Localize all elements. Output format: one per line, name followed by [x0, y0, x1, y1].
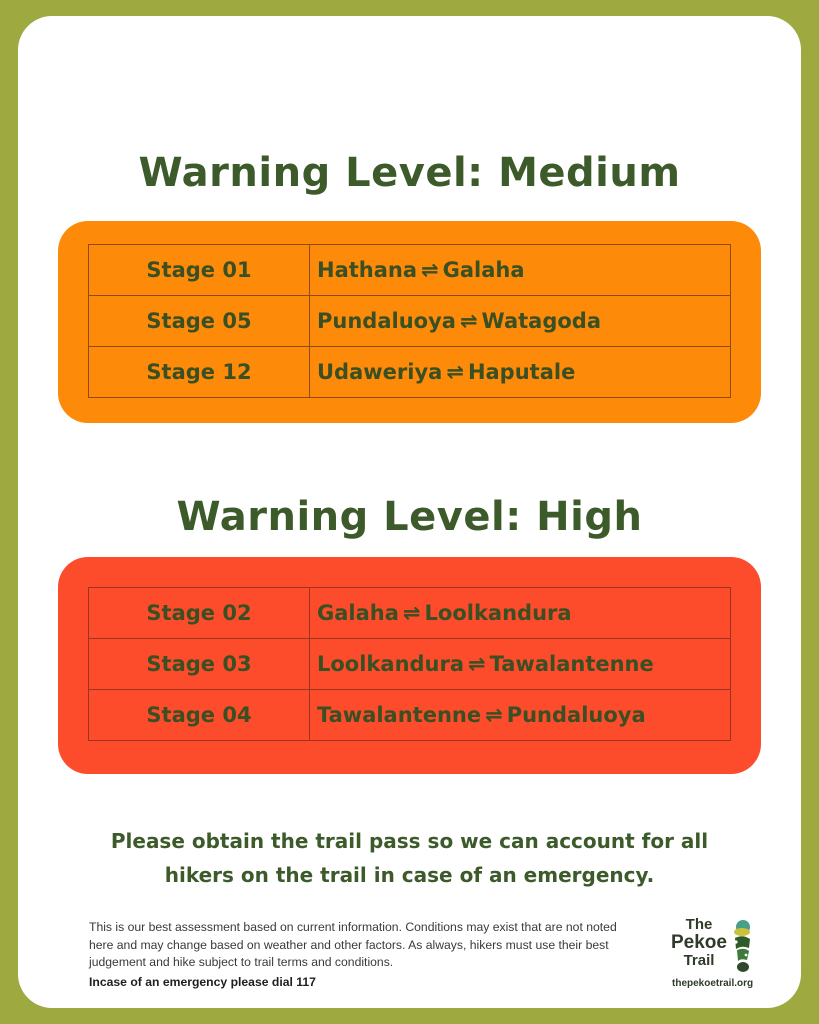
route-cell	[310, 245, 731, 296]
route-to: Galaha	[442, 258, 525, 282]
table-row	[89, 588, 731, 639]
route-from: Tawalantenne	[317, 703, 482, 727]
route-cell	[310, 296, 731, 347]
stage-label: Stage 02	[89, 588, 310, 639]
swap-arrows-icon: ⇌	[468, 652, 486, 676]
route-from: Galaha	[317, 601, 399, 625]
table-row	[89, 245, 731, 296]
route-to: Watagoda	[481, 309, 602, 333]
logo-url: thepekoetrail.org	[672, 978, 754, 989]
route-to: Tawalantenne	[489, 652, 654, 676]
stage-label: Stage 04	[89, 690, 310, 741]
table-row	[89, 347, 731, 398]
route-from: Pundaluoya	[317, 309, 456, 333]
high-stages-table	[88, 587, 731, 741]
stage-label: Stage 03	[89, 639, 310, 690]
table-row	[89, 296, 731, 347]
swap-arrows-icon: ⇌	[485, 703, 503, 727]
high-warning-title: Warning Level: High	[176, 494, 643, 540]
medium-warning-panel	[58, 221, 761, 423]
disclaimer-text: This is our best assessment based on current information. Conditions may exist that are not noted here and may change based on weather and other factors. As always, hikers must use their best judgement and hike subject to trail terms and conditions.	[89, 920, 617, 969]
route-to: Pundaluoya	[506, 703, 646, 727]
trail-pass-notice: Please obtain the trail pass so we can account for all hikers on the trail in case of an emergency.	[110, 829, 709, 887]
table-row	[89, 639, 731, 690]
swap-arrows-icon: ⇌	[402, 601, 421, 625]
footprint-trail-icon	[730, 918, 756, 974]
swap-arrows-icon: ⇌	[459, 309, 478, 333]
route-to: Haputale	[467, 360, 576, 384]
emergency-number-text: Incase of an emergency please dial 117	[89, 975, 316, 989]
medium-stages-table	[88, 244, 731, 398]
route-cell	[310, 588, 731, 639]
route-to: Loolkandura	[424, 601, 572, 625]
table-row	[89, 690, 731, 741]
medium-warning-title: Warning Level: Medium	[138, 150, 681, 196]
pekoe-trail-logo	[668, 916, 778, 996]
route-cell	[310, 690, 731, 741]
logo-wordmark	[668, 916, 730, 970]
route-cell	[310, 639, 731, 690]
logo-line-3: Trail	[683, 952, 715, 969]
route-from: Udaweriya	[317, 360, 443, 384]
swap-arrows-icon: ⇌	[421, 258, 439, 282]
route-from: Loolkandura	[317, 652, 465, 676]
logo-line-1: The	[685, 916, 713, 933]
route-cell	[310, 347, 731, 398]
swap-arrows-icon: ⇌	[446, 360, 464, 384]
stage-label: Stage 01	[89, 245, 310, 296]
warning-card	[18, 16, 801, 1008]
logo-line-2: Pekoe	[671, 932, 727, 953]
stage-label: Stage 12	[89, 347, 310, 398]
stage-label: Stage 05	[89, 296, 310, 347]
high-warning-panel	[58, 557, 761, 774]
route-from: Hathana	[317, 258, 418, 282]
